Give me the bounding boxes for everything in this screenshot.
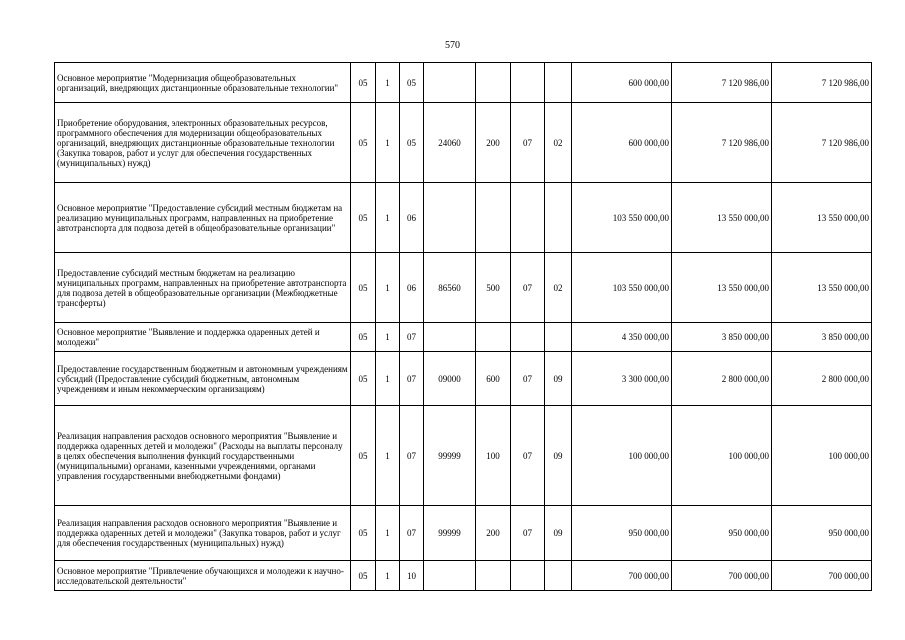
amount-year-3: 13 550 000,00 <box>772 183 872 253</box>
amount-year-1: 103 550 000,00 <box>572 253 672 323</box>
program-code: 05 <box>351 253 376 323</box>
subsection-code: 02 <box>545 253 572 323</box>
subsection-code: 09 <box>545 506 572 561</box>
section-code <box>511 323 545 352</box>
amount-year-1: 950 000,00 <box>572 506 672 561</box>
subprogram-code: 1 <box>376 352 400 406</box>
section-code <box>511 63 545 103</box>
amount-year-3: 700 000,00 <box>772 561 872 591</box>
event-code: 07 <box>400 406 424 506</box>
row-description: Предоставление государственным бюджетным и автономным учреждениям субсидий (Предоставление субсидий бюджетным, автономным учреждениям и иным некоммерческим организациям) <box>55 352 351 406</box>
budget-table <box>54 62 872 591</box>
amount-year-1: 600 000,00 <box>572 103 672 183</box>
event-code: 06 <box>400 253 424 323</box>
section-code: 07 <box>511 352 545 406</box>
direction-code <box>424 561 476 591</box>
program-code: 05 <box>351 323 376 352</box>
event-code: 10 <box>400 561 424 591</box>
event-code: 07 <box>400 506 424 561</box>
program-code: 05 <box>351 352 376 406</box>
program-code: 05 <box>351 506 376 561</box>
amount-year-1: 4 350 000,00 <box>572 323 672 352</box>
direction-code <box>424 63 476 103</box>
row-description: Основное мероприятие "Привлечение обучающихся и молодежи к научно-исследовательской деятельности" <box>55 561 351 591</box>
table-row <box>55 103 872 183</box>
direction-code <box>424 183 476 253</box>
subsection-code <box>545 63 572 103</box>
program-code: 05 <box>351 183 376 253</box>
table-row <box>55 253 872 323</box>
row-description: Основное мероприятие "Модернизация общеобразовательных организаций, внедряющих дистанционные образовательные технологии" <box>55 63 351 103</box>
subprogram-code: 1 <box>376 103 400 183</box>
table-row <box>55 561 872 591</box>
table-row <box>55 406 872 506</box>
expense-type-code: 100 <box>476 406 511 506</box>
amount-year-1: 103 550 000,00 <box>572 183 672 253</box>
direction-code: 99999 <box>424 406 476 506</box>
amount-year-2: 7 120 986,00 <box>672 63 772 103</box>
amount-year-2: 100 000,00 <box>672 406 772 506</box>
program-code: 05 <box>351 103 376 183</box>
subsection-code: 02 <box>545 103 572 183</box>
amount-year-1: 600 000,00 <box>572 63 672 103</box>
amount-year-1: 100 000,00 <box>572 406 672 506</box>
program-code: 05 <box>351 63 376 103</box>
expense-type-code: 500 <box>476 253 511 323</box>
amount-year-3: 100 000,00 <box>772 406 872 506</box>
subprogram-code: 1 <box>376 561 400 591</box>
expense-type-code: 200 <box>476 506 511 561</box>
subsection-code: 09 <box>545 352 572 406</box>
page-number: 570 <box>445 40 460 51</box>
expense-type-code <box>476 183 511 253</box>
amount-year-2: 3 850 000,00 <box>672 323 772 352</box>
amount-year-3: 13 550 000,00 <box>772 253 872 323</box>
table-row <box>55 352 872 406</box>
subprogram-code: 1 <box>376 406 400 506</box>
direction-code: 86560 <box>424 253 476 323</box>
direction-code <box>424 323 476 352</box>
subprogram-code: 1 <box>376 183 400 253</box>
event-code: 05 <box>400 63 424 103</box>
table-row <box>55 506 872 561</box>
subsection-code <box>545 561 572 591</box>
direction-code: 24060 <box>424 103 476 183</box>
amount-year-3: 950 000,00 <box>772 506 872 561</box>
amount-year-1: 3 300 000,00 <box>572 352 672 406</box>
section-code: 07 <box>511 406 545 506</box>
section-code: 07 <box>511 103 545 183</box>
section-code <box>511 183 545 253</box>
amount-year-3: 7 120 986,00 <box>772 103 872 183</box>
section-code: 07 <box>511 506 545 561</box>
row-description: Предоставление субсидий местным бюджетам на реализацию муниципальных программ, направленных на приобретение автотранспорта для подвоза детей в общеобразовательные организации (Межбюджетные трансферты) <box>55 253 351 323</box>
table-row <box>55 323 872 352</box>
amount-year-3: 2 800 000,00 <box>772 352 872 406</box>
amount-year-2: 13 550 000,00 <box>672 253 772 323</box>
subsection-code <box>545 323 572 352</box>
section-code <box>511 561 545 591</box>
direction-code: 09000 <box>424 352 476 406</box>
direction-code: 99999 <box>424 506 476 561</box>
subprogram-code: 1 <box>376 253 400 323</box>
subsection-code <box>545 183 572 253</box>
row-description: Приобретение оборудования, электронных образовательных ресурсов, программного обеспечения для модернизации общеобразовательных организаций, внедряющих дистанционные образовательные технологии (Закупка товаров, работ и услуг для обеспечения государственных (муниципальных) нужд) <box>55 103 351 183</box>
table-row <box>55 63 872 103</box>
amount-year-1: 700 000,00 <box>572 561 672 591</box>
program-code: 05 <box>351 561 376 591</box>
expense-type-code <box>476 561 511 591</box>
row-description: Основное мероприятие "Предоставление субсидий местным бюджетам на реализацию муниципальных программ, направленных на приобретение автотранспорта для подвоза детей в общеобразовательные организации" <box>55 183 351 253</box>
amount-year-2: 7 120 986,00 <box>672 103 772 183</box>
event-code: 05 <box>400 103 424 183</box>
row-description: Реализация направления расходов основного мероприятия "Выявление и поддержка одаренных детей и молодежи" (Расходы на выплаты персоналу в целях обеспечения выполнения функций государственными (муниципальными) органами, казенными учреждениями, органами управления государственными внебюджетными фондами) <box>55 406 351 506</box>
row-description: Реализация направления расходов основного мероприятия "Выявление и поддержка одаренных детей и молодежи" (Закупка товаров, работ и услуг для обеспечения государственных (муниципальных) нужд) <box>55 506 351 561</box>
amount-year-2: 13 550 000,00 <box>672 183 772 253</box>
expense-type-code: 200 <box>476 103 511 183</box>
event-code: 07 <box>400 352 424 406</box>
expense-type-code <box>476 323 511 352</box>
subsection-code: 09 <box>545 406 572 506</box>
section-code: 07 <box>511 253 545 323</box>
event-code: 06 <box>400 183 424 253</box>
subprogram-code: 1 <box>376 323 400 352</box>
amount-year-3: 7 120 986,00 <box>772 63 872 103</box>
row-description: Основное мероприятие "Выявление и поддержка одаренных детей и молодежи" <box>55 323 351 352</box>
program-code: 05 <box>351 406 376 506</box>
amount-year-3: 3 850 000,00 <box>772 323 872 352</box>
expense-type-code: 600 <box>476 352 511 406</box>
amount-year-2: 950 000,00 <box>672 506 772 561</box>
subprogram-code: 1 <box>376 506 400 561</box>
table-row <box>55 183 872 253</box>
expense-type-code <box>476 63 511 103</box>
amount-year-2: 2 800 000,00 <box>672 352 772 406</box>
amount-year-2: 700 000,00 <box>672 561 772 591</box>
event-code: 07 <box>400 323 424 352</box>
subprogram-code: 1 <box>376 63 400 103</box>
